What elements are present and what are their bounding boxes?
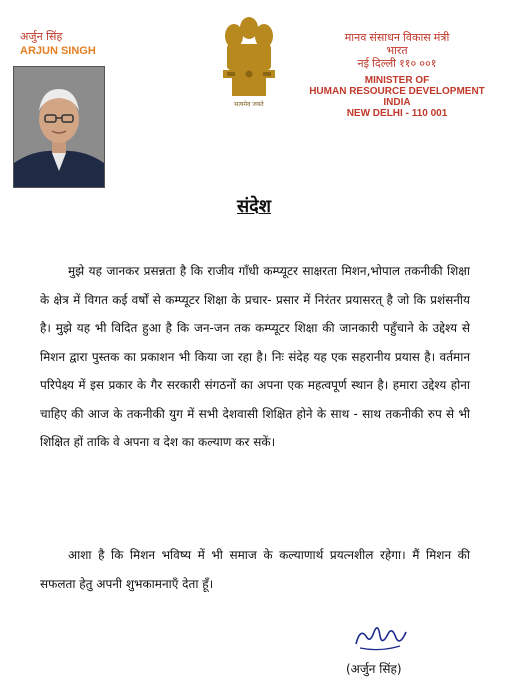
lion-capital-icon <box>214 14 284 98</box>
minister-name-hindi: अर्जुन सिंह <box>20 30 63 43</box>
letter-paragraph-2: आशा है कि मिशन भविष्य में भी समाज के कल्याणार्थ प्रयत्नशील रहेगा। मैं मिशन की सफलता हेतु अपनी शुभकामनाएँ देता हूँ। <box>40 548 470 591</box>
letter-title: संदेश <box>237 196 271 217</box>
ministry-english-line2: HUMAN RESOURCE DEVELOPMENT <box>309 86 485 97</box>
minister-name-english: ARJUN SINGH <box>20 45 96 57</box>
city-english: NEW DELHI - 110 001 <box>346 108 448 119</box>
minister-photo <box>13 66 105 188</box>
letter-paragraph-1: मुझे यह जानकर प्रसन्नता है कि राजीव गाँधी कम्प्यूटर साक्षरता मिशन,भोपाल तकनीकी शिक्षा के क्षेत्र में विगत कई वर्षों से कम्प्यूटर शिक्षा के प्रचार- प्रसार में निरंतर प्रयासरत् है जो कि प्रशंसनीय है। मुझे यह भी विदित हुआ है कि जन-जन तक कम्प्यूटर शिक्षा की जानकारी पहुँचाने के उद्देश्य से मिशन द्वारा पुस्तक का प्रकाशन भी किया जा रहा है। निः संदेह यह एक सहरानीय प्रयास है। वर्तमान परिपेक्ष्य में इस प्रकार के गैर सरकारी संगठनों का अपना एक महत्वपूर्ण स्थान है। हमारा उद्देश्य होना चाहिए की आज के तकनीकी युग में सभी देशवासी शिक्षित होने के साथ - साथ तकनीकी रुप से भी शिक्षित हों ताकि वे अपना व देश का कल्याण कर सकें। <box>40 264 470 449</box>
handwritten-signature <box>350 618 410 658</box>
ministry-block <box>292 32 502 119</box>
signatory-name: (अर्जुन सिंह) <box>346 662 402 676</box>
country-hindi: भारत <box>386 45 408 57</box>
minister-name-block <box>8 30 112 58</box>
emblem-motto: सत्यमेव जयते <box>234 101 264 108</box>
city-hindi: नई दिल्ली ११० ००१ <box>357 58 437 70</box>
ministry-hindi: मानव संसाधन विकास मंत्री <box>344 32 450 44</box>
national-emblem <box>214 14 284 106</box>
ministry-english-line1: MINISTER OF <box>364 75 430 86</box>
country-english: INDIA <box>383 97 411 108</box>
